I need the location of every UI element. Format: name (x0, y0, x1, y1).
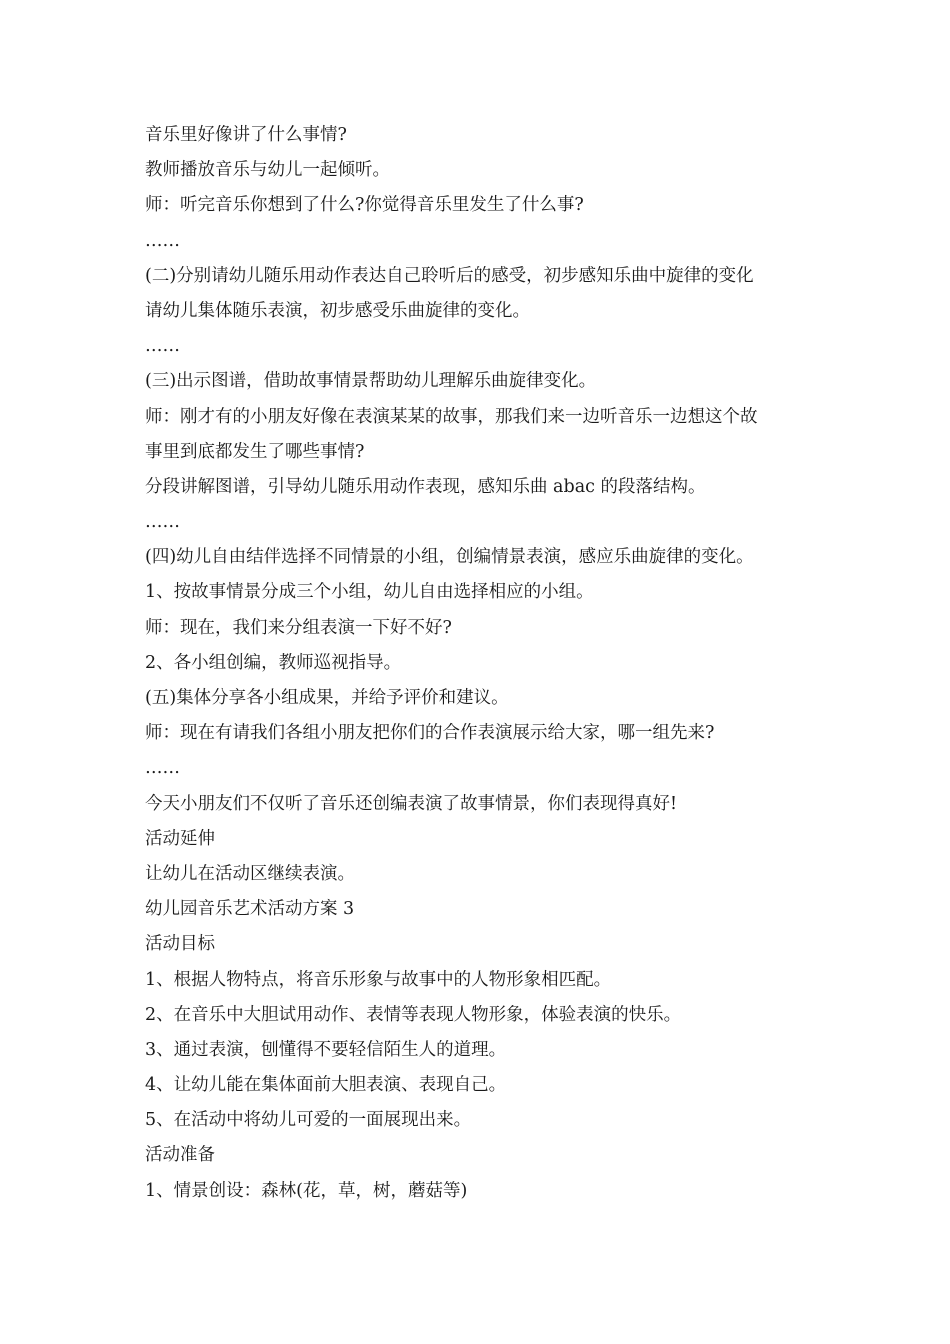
list-item: 5、在活动中将幼儿可爱的一面展现出来。 (145, 1110, 472, 1131)
list-item: 2、各小组创编，教师巡视指导。 (145, 652, 402, 673)
section-heading: (二)分别请幼儿随乐用动作表达自己聆听后的感受，初步感知乐曲中旋律的变化 (145, 265, 754, 286)
text-line: 师：听完音乐你想到了什么?你觉得音乐里发生了什么事? (145, 195, 584, 216)
list-item: 1、根据人物特点，将音乐形象与故事中的人物形象相匹配。 (145, 969, 612, 990)
ellipsis-line: …… (145, 758, 180, 779)
text-line: 教师播放音乐与幼儿一起倾听。 (145, 160, 390, 181)
section-heading: (三)出示图谱，借助故事情景帮助幼儿理解乐曲旋律变化。 (145, 371, 597, 392)
text-line: 师：现在，我们来分组表演一下好不好? (145, 617, 452, 638)
text-line: 分段讲解图谱，引导幼儿随乐用动作表现，感知乐曲 abac 的段落结构。 (145, 476, 706, 497)
list-item: 1、按故事情景分成三个小组，幼儿自由选择相应的小组。 (145, 582, 594, 603)
text-line: 师：刚才有的小朋友好像在表演某某的故事，那我们来一边听音乐一边想这个故 (145, 406, 758, 427)
list-item: 2、在音乐中大胆试用动作、表情等表现人物形象，体验表演的快乐。 (145, 1004, 682, 1025)
list-item: 4、让幼儿能在集体面前大胆表演、表现自己。 (145, 1075, 507, 1096)
text-line: 事里到底都发生了哪些事情? (145, 441, 365, 462)
list-item: 3、通过表演，刨懂得不要轻信陌生人的道理。 (145, 1039, 507, 1060)
ellipsis-line: …… (145, 230, 180, 251)
ellipsis-line: …… (145, 336, 180, 357)
text-line: 请幼儿集体随乐表演，初步感受乐曲旋律的变化。 (145, 300, 530, 321)
document-body (145, 118, 815, 1209)
subheading: 活动目标 (145, 934, 215, 955)
text-line: 让幼儿在活动区继续表演。 (145, 863, 355, 884)
text-line: 师：现在有请我们各组小朋友把你们的合作表演展示给大家，哪一组先来? (145, 723, 715, 744)
text-line: 今天小朋友们不仅听了音乐还创编表演了故事情景，你们表现得真好! (145, 793, 678, 814)
section-heading: (四)幼儿自由结伴选择不同情景的小组，创编情景表演，感应乐曲旋律的变化。 (145, 547, 754, 568)
subheading: 活动延伸 (145, 828, 215, 849)
list-item: 1、情景创设：森林(花，草，树，蘑菇等) (145, 1180, 468, 1201)
text-line: 音乐里好像讲了什么事情? (145, 125, 347, 145)
plan-title: 幼儿园音乐艺术活动方案 3 (145, 899, 355, 920)
subheading: 活动准备 (145, 1145, 215, 1166)
ellipsis-line: …… (145, 512, 180, 533)
section-heading: (五)集体分享各小组成果，并给予评价和建议。 (145, 688, 509, 708)
